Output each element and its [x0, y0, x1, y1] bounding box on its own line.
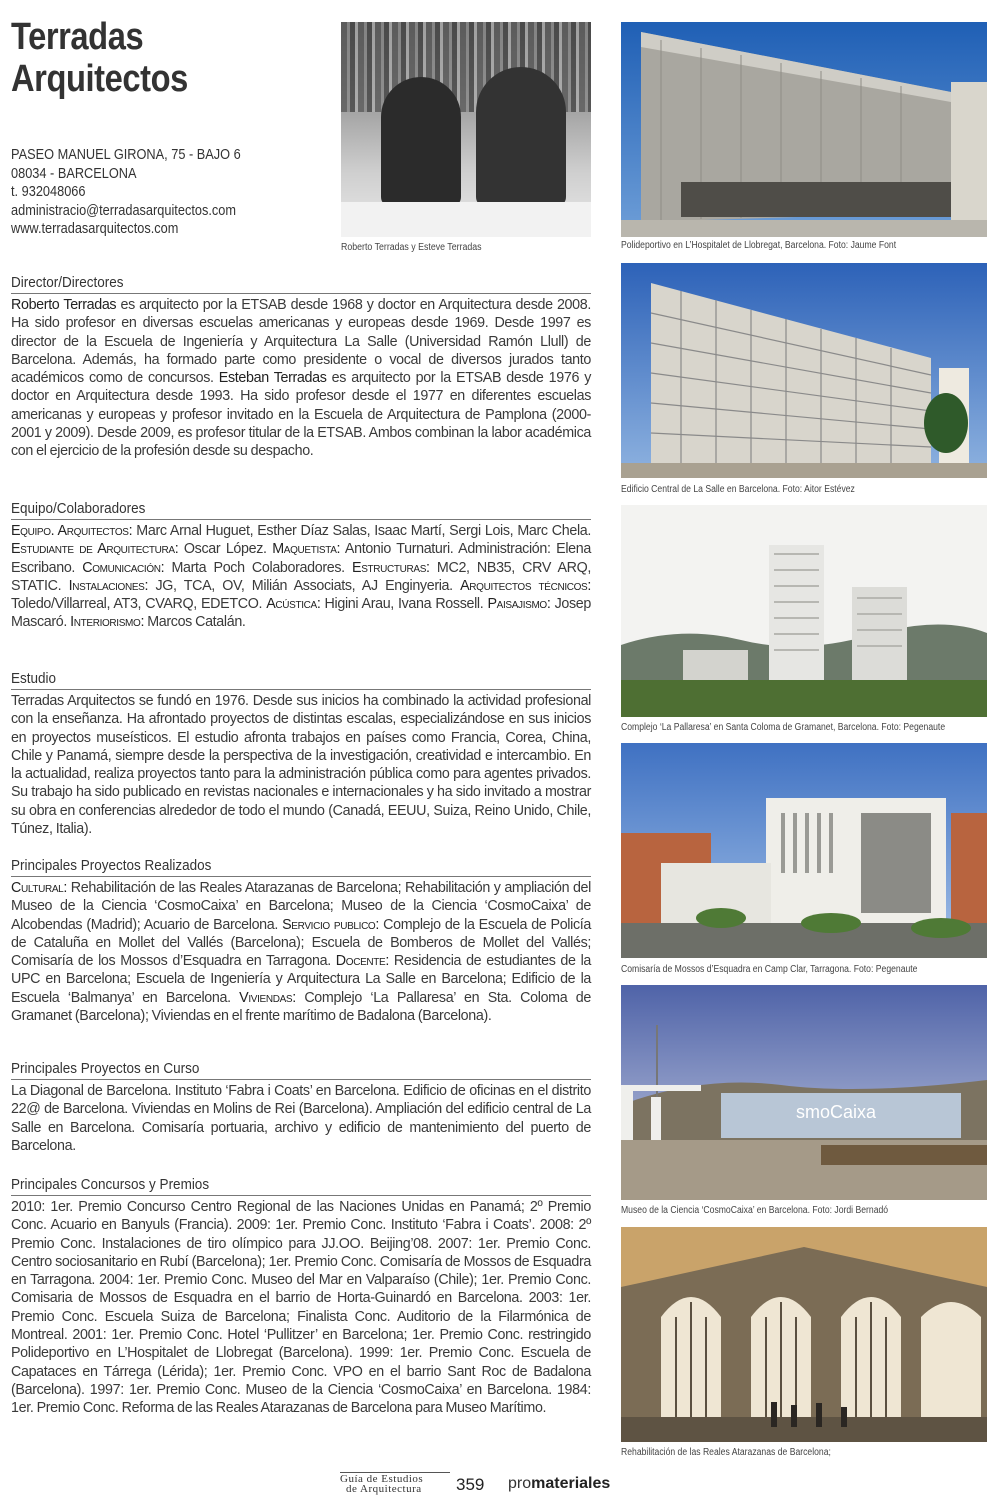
photo-la-salle: [621, 263, 987, 478]
address-line2: 08034 - BARCELONA: [11, 165, 137, 182]
photo-la-pallaresa: [621, 505, 987, 717]
section-body: Roberto Terradas es arquitecto por la ETSAB desde 1968 y doctor en Arquitectura desde 2008. Ha sido profesor en diversas escuelas americanas y europeas desde 1969. Desde 1997 es director de la Escuela de Ingeniería y Arquitectura La Salle (Universidad Ramón Llull) de Barcelona. Además, ha formado parte como presidente o vocal de diversos jurados tanto académicos como de concursos. Esteban Terradas es arquitecto por la ETSAB desde 1976 y doctor en Arquitectura desde 1993. Ha sido profesor desde el 1977 en diferentes escuelas americanas y europeas y profesor invitado en la Escuela de Arquitectura de Pamplona (2000-2001 y 2009). Desde 2009, es profesor titular de la ETSAB. Ambos combinan la labor académica con el ejercicio de la profesión desde su despacho.: [11, 297, 592, 460]
section-directors: [11, 274, 591, 461]
section-title: Principales Proyectos Realizados: [11, 857, 591, 877]
section-body: 2010: 1er. Premio Concurso Centro Regional de las Naciones Unidas en Panamá; 2º Premio Conc. Acuario en Banyuls (Francia). 2009: 1er. Premio Conc. Instituto ‘Fabra i Coats’. 2008: 2º Premio Conc. Instalaciones de tiro olímpico para JJ.OO. Beijing’08. 2007: 1er. Premio Conc. Centro sociosanitario en Rubí (Barcelona); 1er. Premio Conc. Comisaría de Mossos de Esquadra en Tarragona. 2004: 1er. Premio Conc. Museo del Mar en Valparaíso (Chile); 1er. Premio Conc. Comisaria de Mossos de Esquadra en el barrio de Horta-Guinardó en Barcelona. 2003: 1er. Premio Conc. Escuela Suiza de Barcelona; Finalista Conc. Auditorio de la Filarmónica de Montreal. 2001: 1er. Premio Conc. Hotel ‘Pullitzer’ en Barcelona; 1er. Premio Conc. restringido Polideportivo en L’Hospitalet de Llobregat (Barcelona). 1999: 1er. Premio Conc. Escuela de Capataces en Tárrega (Lérida); 1er. Premio Conc. VPO en el barrio Sant Roc de Badalona (Barcelona). 1997: 1er. Premio Conc. Museo de la Ciencia ‘CosmoCaixa’ en Barcelona. 1984: 1er. Premio Conc. Reforma de las Reales Atarazanas de Barcelona para Museo Marítimo.: [11, 1199, 591, 1417]
photo-cosmocaixa: [621, 985, 987, 1200]
website-link[interactable]: www.terradasarquitectos.com: [11, 221, 179, 237]
photo-caption: Rehabilitación de las Reales Atarazanas de Barcelona;: [621, 1447, 831, 1458]
photo-atarazanas: [621, 1227, 987, 1442]
studio-title-line2: Arquitectos: [11, 58, 188, 100]
section-team: [11, 500, 591, 632]
section-ongoing-projects: [11, 1060, 591, 1155]
photo-caption: Museo de la Ciencia ‘CosmoCaixa’ en Barcelona. Foto: Jordi Bernadó: [621, 1205, 889, 1216]
section-body: La Diagonal de Barcelona. Instituto ‘Fabra i Coats’ en Barcelona. Edificio de oficinas en el distrito 22@ de Barcelona. Viviendas en Molins de Rei (Barcelona). Ampliación del edificio central de La Salle en Barcelona. Comisaría portuaria, archivo y edificio de mantenimiento del puerto de Barcelona.: [11, 1083, 591, 1154]
desk: [341, 202, 591, 237]
portrait-caption: Roberto Terradas y Esteve Terradas: [341, 242, 482, 253]
page-number: 359: [456, 1475, 485, 1494]
section-title: Director/Directores: [11, 274, 591, 294]
section-studio: [11, 670, 591, 838]
photo-polideportivo: [621, 22, 987, 237]
section-body: Terradas Arquitectos se fundó en 1976. Desde sus inicios ha combinado la actividad profesional con la enseñanza. Ha afrontado proyectos de distintas escalas, especializándose en sus inicios en proyectos museísticos. El estudio afronta trabajos en países como Francia, Corea, China, Chile y Panamá, siempre desde la perspectiva de la investigación, creatividad e intercambio. En la actualidad, realiza proyectos tanto para la administración pública como para agentes privados. Su trabajo ha sido publicado en revistas nacionales e internacionales y ha sido invitado a mostrar su obra en conferencias alrededor de todo el mundo (Canadá, EEUU, Suiza, Reino Unido, Chile, Túnez, Italia).: [11, 693, 591, 838]
section-realized-projects: [11, 857, 591, 1025]
person-right: [476, 67, 566, 207]
photo-caption: Edificio Central de La Salle en Barcelona. Foto: Aitor Estévez: [621, 484, 855, 495]
section-title: Equipo/Colaboradores: [11, 500, 591, 520]
cosmocaixa-sign: smoCaixa: [796, 1102, 877, 1122]
studio-title: [11, 16, 188, 100]
address-line1: PASEO MANUEL GIRONA, 75 - BAJO 6: [11, 147, 241, 163]
section-title: Principales Proyectos en Curso: [11, 1060, 591, 1080]
section-title: Estudio: [11, 670, 591, 690]
person-left: [381, 77, 461, 207]
section-body: Cultural: Rehabilitación de las Reales Atarazanas de Barcelona; Rehabilitación y ampliación del Museo de la Ciencia ‘CosmoCaixa’ en Barcelona; Museo de la Ciencia ‘CosmoCaixa’ de Alcobendas (Madrid); Acuario de Barcelona. Servicio publico: Complejo de la Escuela de Policía de Cataluña en Mollet del Vallés (Barcelona); Escuela de Bomberos de Mollet del Vallés; Comisaría de los Mossos d’Esquadra en Tarragona. Docente: Residencia de estudiantes de la UPC en Barcelona; Escuela de Ingeniería y Arquitectura La Salle en Barcelona; Edificio de la Escuela ‘Balmanya’ en Barcelona. Viviendas: Complejo ‘La Pallaresa’ en Sta. Coloma de Gramanet (Barcelona); Viviendas en el frente marítimo de Badalona (Barcelona).: [11, 880, 592, 1025]
photo-comisaria-tarragona: [621, 743, 987, 958]
guide-title-line2: de Arquitectura: [346, 1483, 422, 1495]
email-link[interactable]: administracio@terradasarquitectos.com: [11, 202, 237, 219]
photo-caption: Polideportivo en L’Hospitalet de Llobregat, Barcelona. Foto: Jaume Font: [621, 240, 897, 251]
phone: t. 932048066: [11, 184, 86, 200]
photo-caption: Complejo ‘La Pallaresa’ en Santa Coloma de Gramanet, Barcelona. Foto: Pegenaute: [621, 722, 946, 733]
section-awards: [11, 1176, 591, 1418]
brand-logo: promateriales: [508, 1475, 611, 1492]
portrait-photo: [341, 22, 591, 237]
studio-title-line1: Terradas: [11, 16, 144, 58]
guide-title-line1: Guía de Estudios: [340, 1473, 424, 1485]
page-footer: [340, 1472, 620, 1500]
section-body: Equipo. Arquitectos: Marc Arnal Huguet, Esther Díaz Salas, Isaac Martí, Sergi Lois, Marc Chela. Estudiante de Arquitectura: Oscar López. Maquetista: Antonio Turnaturi. Administración: Elena Escribano. Comunicación: Marta Poch Colaboradores. Estructuras: MC2, NB35, CRV ARQ, STATIC. Instalaciones: JG, TCA, OV, Milián Associats, AJ Enginyeria. Arquitectos técnicos: Toledo/Villarreal, AT3, CVARQ, EDETCO. Acústica: Higini Arau, Ivana Rossell. Paisajismo: Josep Mascaró. Interiorismo: Marcos Catalán.: [11, 523, 592, 631]
photo-caption: Comisaría de Mossos d’Esquadra en Camp Clar, Tarragona. Foto: Pegenaute: [621, 964, 918, 975]
section-title: Principales Concursos y Premios: [11, 1176, 591, 1196]
contact-block: [11, 146, 241, 239]
